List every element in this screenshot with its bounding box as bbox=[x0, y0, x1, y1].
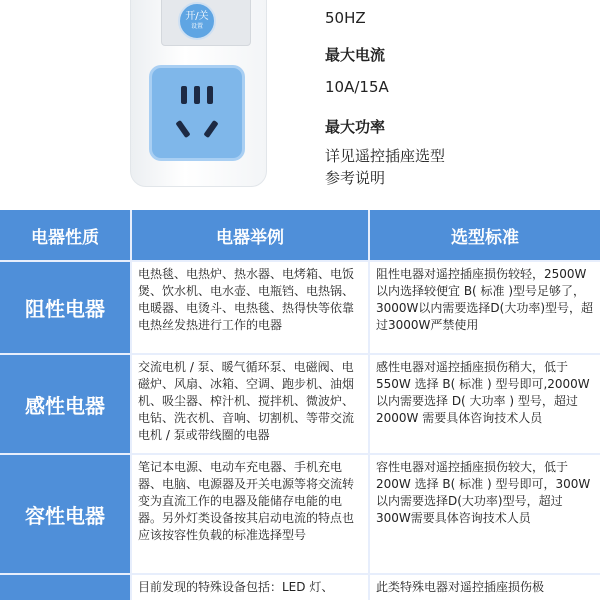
switch-sublabel: 设置 bbox=[190, 23, 203, 30]
spec-max-power-line1: 详见遥控插座选型 bbox=[325, 147, 446, 165]
outlet-slot bbox=[203, 120, 218, 138]
row-examples-special: 目前发现的特殊设备包括：LED 灯、 bbox=[132, 575, 368, 600]
product-section bbox=[0, 0, 600, 210]
row-examples-resistive: 电热毯、电热炉、热水器、电烤箱、电饭煲、饮水机、电水壶、电瓶铛、电热锅、电暖器、电烫斗、电热毯、热得快等依靠电热丝发热进行工作的电器 bbox=[132, 262, 368, 353]
outlet-slot bbox=[175, 120, 190, 138]
header-appliance-type: 电器性质 bbox=[31, 227, 99, 248]
spec-frequency: 50HZ bbox=[325, 9, 366, 27]
spec-max-current-title: 最大电流 bbox=[325, 46, 386, 64]
row-standard-resistive: 阻性电器对遥控插座损伤较轻，2500W 以内选择较便宜 B( 标准 )型号足够了，3000W以内需要选择D(大功率)型号，超过3000W严禁使用 bbox=[370, 262, 600, 353]
header-selection-standard: 选型标准 bbox=[451, 227, 519, 248]
row-examples-inductive: 交流电机 / 泵、暖气循环泵、电磁阀、电磁炉、风扇、冰箱、空调、跑步机、油烟机、吸尘器、榨汁机、搅拌机、微波炉、电钻、洗衣机、音响、切割机、等带交流电机 / 泵或带线圈的电器 bbox=[132, 355, 368, 453]
outlet-slot bbox=[194, 86, 200, 104]
row-type-resistive: 阻性电器 bbox=[25, 297, 105, 321]
header-appliance-examples: 电器举例 bbox=[216, 227, 284, 248]
row-type-special bbox=[0, 575, 130, 600]
outlet-slot bbox=[207, 86, 213, 104]
power-switch-button bbox=[178, 2, 216, 40]
row-type-inductive: 感性电器 bbox=[25, 393, 105, 418]
row-type-capacitive: 容性电器 bbox=[25, 503, 105, 528]
selection-table bbox=[0, 210, 600, 600]
spec-max-power-line2: 参考说明 bbox=[325, 169, 386, 187]
row-standard-special: 此类特殊电器对遥控插座损伤极 bbox=[370, 575, 600, 600]
row-examples-capacitive: 笔记本电源、电动车充电器、手机充电器、电脑、电源器及开关电源等将交流转变为直流工作的电器及能储存电能的电器。另外灯类设备按其启动电流的特点也应该按容性负载的标准选择型号 bbox=[132, 455, 368, 573]
outlet-icon bbox=[149, 65, 245, 161]
row-standard-capacitive: 容性电器对遥控插座损伤较大，低于200W 选择 B( 标准 ) 型号即可，300W以内需要选择D(大功率)型号，超过300W需要具体咨询技术人员 bbox=[370, 455, 600, 573]
spec-max-current-value: 10A/15A bbox=[325, 78, 389, 96]
outlet-slot bbox=[181, 86, 187, 104]
spec-max-power-title: 最大功率 bbox=[325, 118, 386, 136]
switch-label: 开/关 bbox=[185, 11, 209, 22]
row-standard-inductive: 感性电器对遥控插座损伤稍大，低于 550W 选择 B( 标准 ) 型号即可,2000W 以内需要选择 D( 大功率 ) 型号，超过 2000W 需要具体咨询技术人员 bbox=[370, 355, 600, 453]
